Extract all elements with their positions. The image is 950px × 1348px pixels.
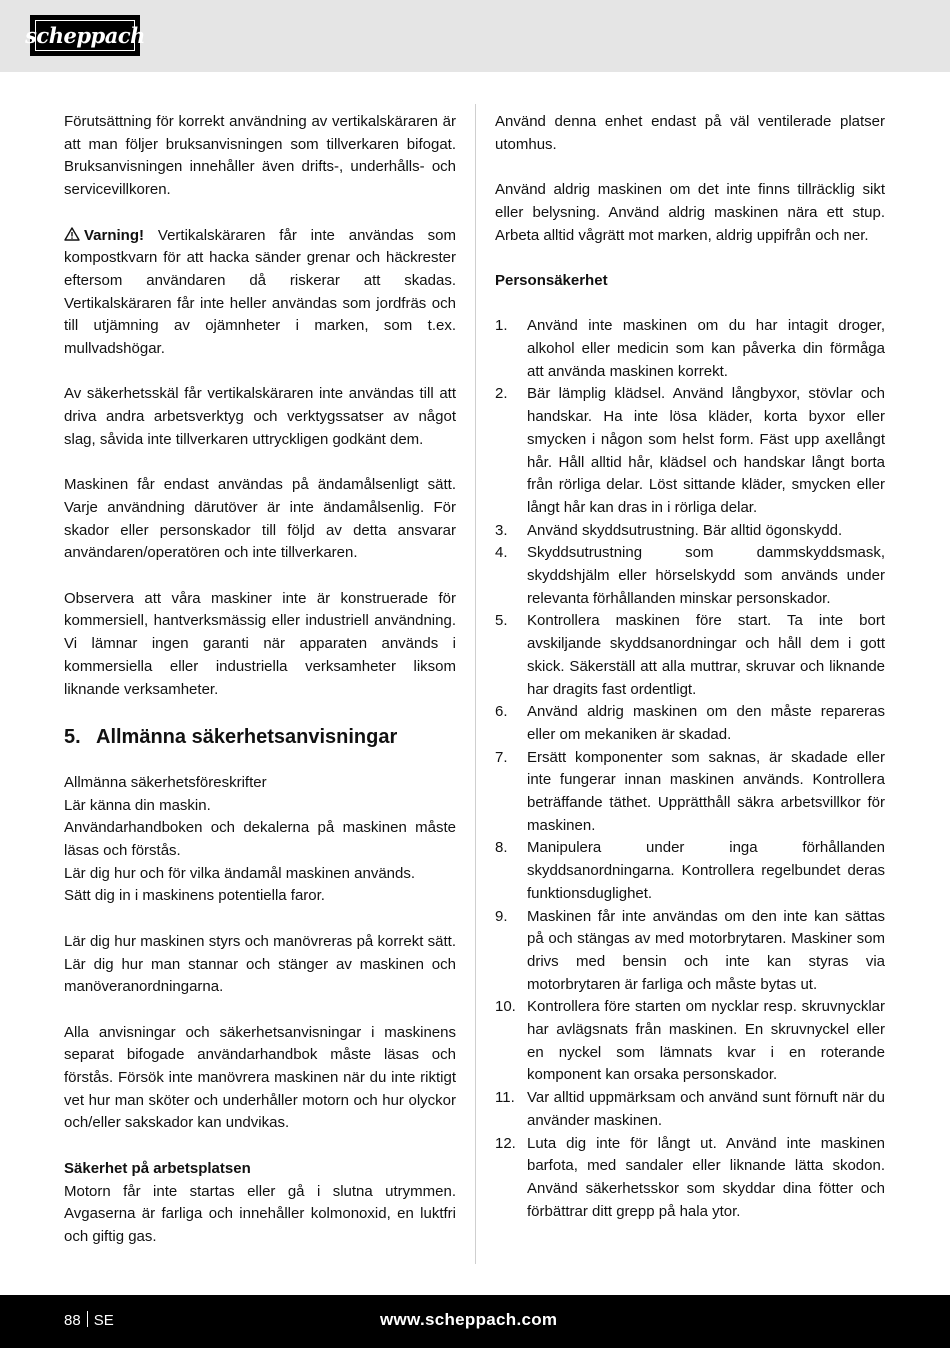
list-item: 2. Bär lämplig klädsel. Använd långbyxor, stövlar och handskar. Ha inte lösa kläder, korta byxor eller smycken i någon som helst form. Fäst upp axellångt hår. Håll alltid hår, klädsel och handskar långt borta från rörliga delar. Löst sittande kläder, smycken eller långt hår kan dras in i rörliga delar.	[495, 385, 885, 516]
language-code: SE	[93, 1312, 114, 1329]
general-line: Allmänna säkerhetsföreskrifter	[64, 773, 267, 791]
warning-triangle-icon	[64, 227, 80, 241]
brand-logo	[25, 15, 145, 56]
section-heading	[64, 724, 456, 750]
list-item: 9. Maskinen får inte användas om den inte kan sättas på och stängas av med motorbrytaren. Maskiner som drivs med bensin och inte kan styras via motorbrytaren är farliga och måste bytas ut.	[495, 907, 885, 993]
general-rules-block	[64, 772, 456, 908]
section-number: 5.	[64, 725, 81, 748]
logo-text: scheppach	[25, 23, 145, 48]
list-item: 5. Kontrollera maskinen före start. Ta inte bort avskiljande skyddsanordningar och håll dem i gott skick. Säkerställ att alla muttrar, skruvar och liknande har dragits fast ordentligt.	[495, 612, 885, 698]
workplace-heading: Säkerhet på arbetsplatsen	[64, 1159, 251, 1177]
general-line: Lär känna din maskin.	[64, 796, 211, 814]
list-item: 1. Använd inte maskinen om du har intagit droger, alkohol eller medicin som kan påverka din förmåga att använda maskinen korrekt.	[495, 317, 885, 380]
page-header	[0, 0, 950, 72]
list-item: 4. Skyddsutrustning som dammskyddsmask, skyddshjälm eller hörselskydd som används under relevanta förhållanden minskar personskador.	[495, 544, 885, 607]
separator	[87, 1311, 88, 1327]
commercial-use-paragraph: Observera att våra maskiner inte är konstruerade för kommersiell, hantverksmässig eller industriell användning. Vi lämnar ingen garanti när apparaten används i kommersiella eller industriella verksamheter liksom liknande verksamheter.	[64, 589, 456, 698]
left-column	[64, 111, 456, 1249]
intended-use-paragraph: Maskinen får endast användas på ändamålsenligt sätt. Varje användning därutöver är inte ändamålsenlig. För skador eller personskador till följd av detta ansvarar användaren/operatören och inte tillverkaren.	[64, 476, 456, 562]
right-column	[495, 111, 885, 1223]
list-item: 12. Luta dig inte för långt ut. Använd inte maskinen barfota, med sandaler eller liknande lätta skodon. Använd säkerhetsskor som skyddar dina fötter och förbättrar ditt grepp på hala ytor.	[495, 1134, 885, 1220]
workplace-paragraph: Motorn får inte startas eller gå i slutna utrymmen. Avgaserna är farliga och innehåller kolmonoxid, en luktfri och giftig gas.	[64, 1182, 456, 1245]
list-item: 7. Ersätt komponenter som saknas, är skadade eller inte fungerar innan maskinen används. Kontrollera beträffande täthet. Upprätthåll säkra arbetsvillkor för maskinen.	[495, 748, 885, 834]
general-line: Lär dig hur och för vilka ändamål maskinen används.	[64, 864, 416, 882]
warning-text: Vertikalskäraren får inte användas som kompostkvarn för att hacka sänder grenar och häckrester eftersom användaren då riskerar att skadas. Vertikalskäraren får inte heller användas som jordfräs och till utjämning av ojämnheter i marken, som t.ex. mullvadshögar.	[64, 226, 456, 358]
visibility-paragraph: Använd aldrig maskinen om det inte finns tillräcklig sikt eller belysning. Använd aldrig maskinen nära ett stup. Arbeta alltid vågrätt mot marken, aldrig uppifrån och ner.	[495, 181, 885, 244]
personal-safety-list	[495, 315, 885, 1223]
page-number: 88	[64, 1312, 81, 1329]
section-title: Allmänna säkerhetsanvisningar	[96, 725, 398, 748]
safety-paragraph: Av säkerhetsskäl får vertikalskäraren inte användas till att driva andra arbetsverktyg och verktygssatser av något slag, såvida inte tillverkaren uttryckligen godkänt dem.	[64, 385, 456, 448]
ventilation-paragraph: Använd denna enhet endast på väl ventilerade platser utomhus.	[495, 113, 885, 153]
list-item: 8. Manipulera under inga förhållanden skyddsanordningarna. Kontrollera regelbundet deras funktionsduglighet.	[495, 839, 885, 902]
general-line: Sätt dig in i maskinens potentiella faror.	[64, 887, 325, 905]
instructions-paragraph: Alla anvisningar och säkerhetsanvisningar i maskinens separat bifogade användarhandbok måste läsas och förstås. Försök inte manövrera maskinen när du inte riktigt vet hur man sköter och underhåller motorn och hur olyckor och/eller sakskador kan undvikas.	[64, 1023, 456, 1132]
intro-paragraph: Förutsättning för korrekt användning av vertikalskäraren är att man följer bruksanvisningen som tillverkaren bifogat. Bruksanvisningen innehåller även drifts-, underhålls- och servicevillkoren.	[64, 113, 456, 199]
list-item: 6. Använd aldrig maskinen om den måste repareras eller om mekaniken är skadad.	[495, 703, 885, 743]
page-footer	[0, 1295, 950, 1348]
general-line: Användarhandboken och dekalerna på maskinen måste läsas och förstås.	[64, 819, 456, 860]
list-item: 10. Kontrollera före starten om nycklar resp. skruvnycklar har avlägsnats från maskinen. En skruvnyckel eller en nyckel som lämnats kvar i en roterande komponent kan orsaka personskador.	[495, 998, 885, 1084]
personal-safety-heading: Personsäkerhet	[495, 271, 608, 289]
warning-label: Varning!	[84, 226, 145, 244]
website-url: www.scheppach.com	[380, 1310, 558, 1329]
column-divider	[475, 104, 476, 1264]
operation-paragraph: Lär dig hur maskinen styrs och manövreras på korrekt sätt. Lär dig hur man stannar och stänger av maskinen och manöveranordningarna.	[64, 932, 456, 996]
list-item: 3. Använd skyddsutrustning. Bär alltid ögonskydd.	[495, 521, 843, 539]
warning-paragraph	[64, 225, 456, 361]
page-indicator	[64, 1310, 114, 1332]
list-item: 11. Var alltid uppmärksam och använd sunt förnuft när du använder maskinen.	[495, 1089, 885, 1129]
